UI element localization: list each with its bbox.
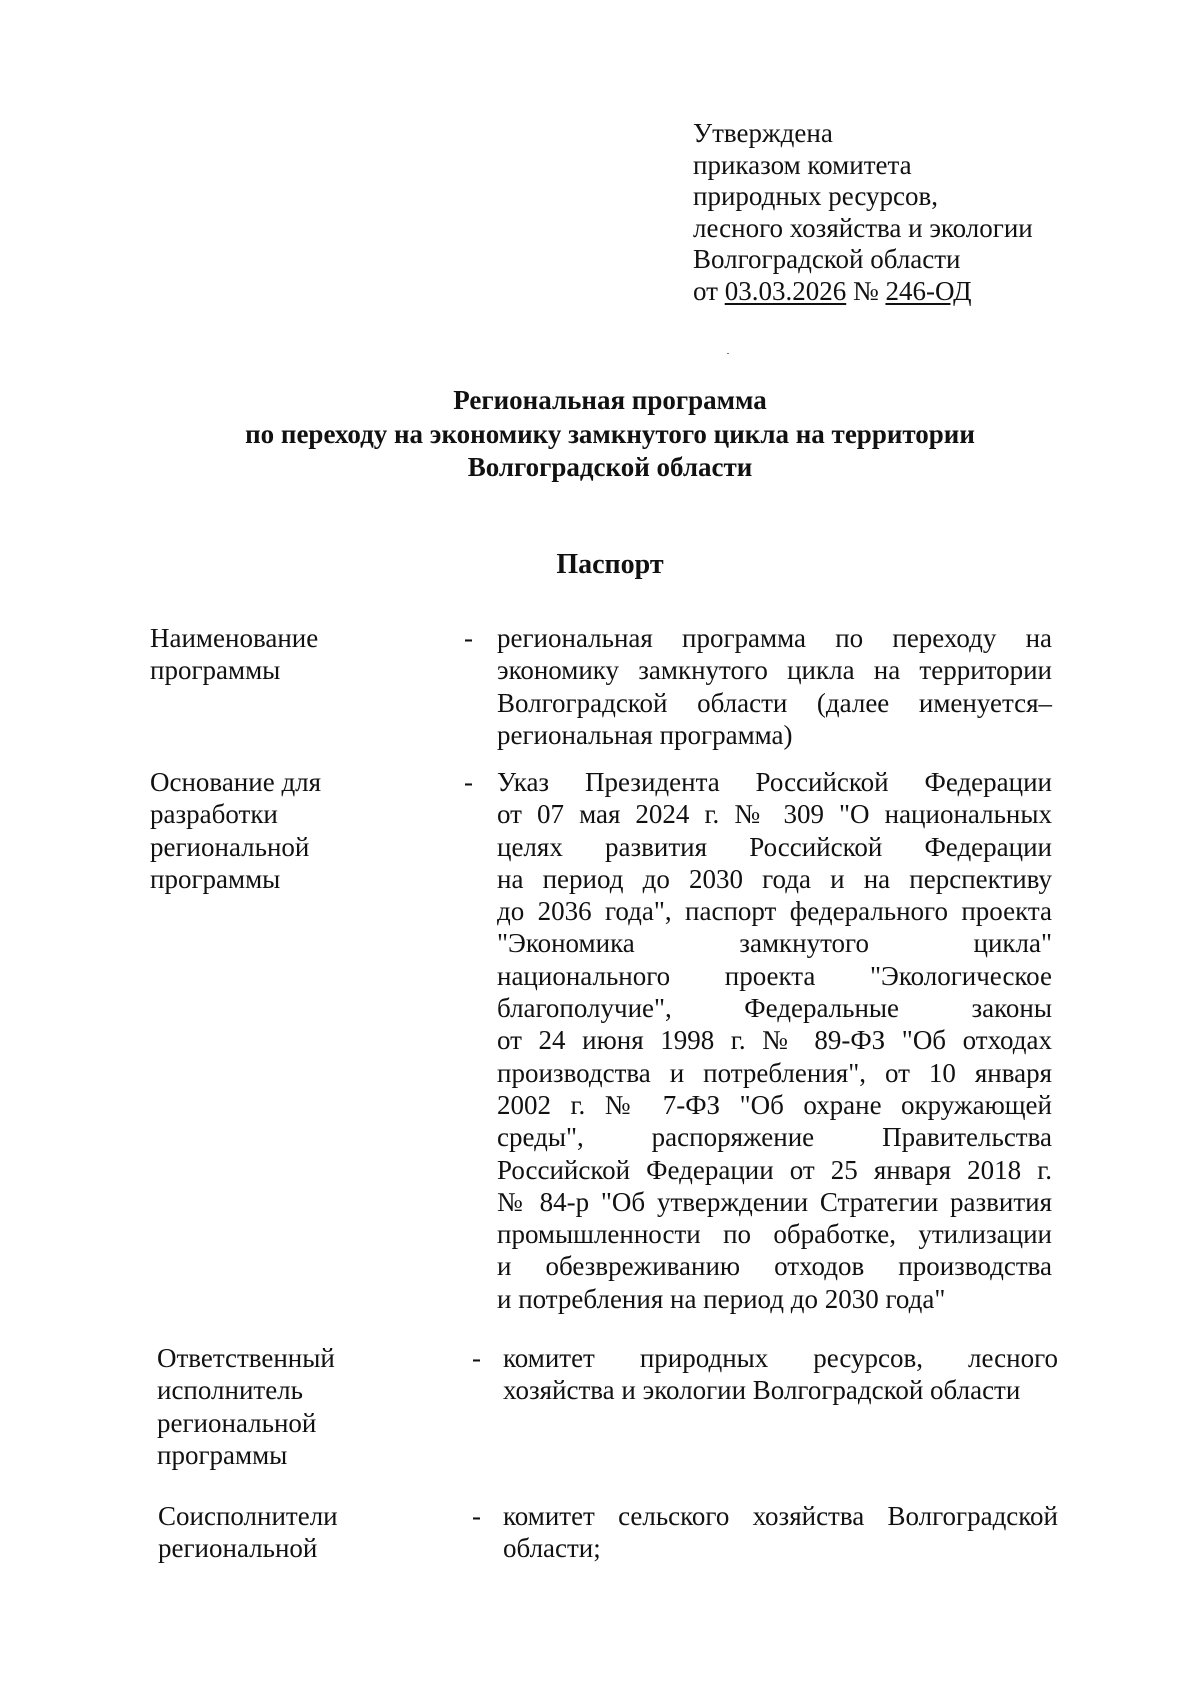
value-line: № 84-р "Об утверждении Стратегии развития — [497, 1186, 1052, 1217]
label-line: Ответственный — [157, 1343, 335, 1373]
value-line: благополучие", Федеральные законы — [497, 993, 1052, 1024]
label-line: программы — [150, 655, 281, 686]
approval-prefix: от — [693, 275, 718, 306]
row-dash: - — [464, 623, 473, 653]
approval-line: лесного хозяйства и экологии — [693, 212, 1033, 243]
approval-line: Утверждена — [693, 118, 833, 148]
label-line: программы — [150, 863, 281, 894]
value-line: Волгоградской области (далее именуется– — [497, 687, 1052, 718]
approval-date: 03.03.2026 — [724, 275, 847, 306]
approval-number-sign: № — [852, 275, 879, 306]
row-label — [150, 622, 450, 687]
scan-speck — [727, 353, 729, 354]
value-line: целях развития Российской Федерации — [497, 831, 1052, 862]
approval-line: приказом комитета — [693, 149, 912, 180]
value-line: на период до 2030 года и на перспективу — [497, 863, 1052, 894]
value-line: области; — [503, 1533, 601, 1564]
value-line: и потребления на период до 2030 года" — [497, 1283, 946, 1314]
value-line: Российской Федерации от 25 января 2018 г. — [497, 1154, 1052, 1185]
value-line: среды", распоряжение Правительства — [497, 1122, 1052, 1153]
row-value — [503, 1500, 1058, 1565]
row-dash: - — [472, 1501, 481, 1531]
value-line: хозяйства и экологии Волгоградской области — [503, 1375, 1021, 1406]
value-line: от 07 мая 2024 г. № 309 "О национальных — [497, 799, 1052, 830]
value-line: 2002 г. № 7-ФЗ "Об охране окружающей — [497, 1089, 1052, 1120]
approval-line: Волгоградской области — [693, 244, 961, 274]
approval-number: 246-ОД — [885, 275, 972, 306]
row-label — [150, 766, 450, 895]
label-line: разработки — [150, 799, 278, 830]
row-value — [497, 622, 1052, 751]
label-line: региональной — [158, 1533, 318, 1564]
label-line: Наименование — [150, 623, 319, 653]
value-line: национального проекта "Экологическое — [497, 960, 1052, 991]
approval-line: природных ресурсов, — [693, 181, 938, 211]
value-line: региональная программа) — [497, 719, 793, 750]
approval-order-line — [693, 276, 1113, 308]
row-value — [503, 1342, 1058, 1407]
title-line: по переходу на экономику замкнутого цикла на территории — [245, 418, 975, 449]
label-line: программы — [157, 1439, 288, 1470]
value-line: производства и потребления", от 10 января — [497, 1057, 1052, 1088]
value-line: комитет природных ресурсов, лесного — [503, 1343, 1058, 1373]
document-title — [150, 384, 1070, 485]
label-line: исполнитель — [157, 1375, 303, 1406]
label-line: региональной — [157, 1407, 317, 1438]
value-line: и обезвреживанию отходов производства — [497, 1251, 1052, 1282]
value-line: региональная программа по переходу на — [497, 623, 1052, 653]
value-line: "Экономика замкнутого цикла" — [497, 928, 1052, 959]
value-line: до 2036 года", паспорт федерального проекта — [497, 896, 1052, 927]
row-label — [158, 1500, 458, 1565]
row-dash: - — [472, 1343, 481, 1373]
section-heading: Паспорт — [556, 549, 664, 580]
value-line: экономику замкнутого цикла на территории — [497, 655, 1052, 686]
title-line: Региональная программа — [453, 385, 767, 415]
approval-block — [693, 118, 1113, 307]
title-line: Волгоградской области — [467, 452, 753, 482]
label-line: Соисполнители — [158, 1501, 338, 1531]
label-line: региональной — [150, 831, 310, 862]
row-value — [497, 766, 1052, 1315]
row-label — [157, 1342, 457, 1471]
value-line: от 24 июня 1998 г. № 89-ФЗ "Об отходах — [497, 1025, 1052, 1056]
value-line: Указ Президента Российской Федерации — [497, 767, 1052, 797]
value-line: комитет сельского хозяйства Волгоградской — [503, 1501, 1058, 1531]
label-line: Основание для — [150, 767, 322, 797]
value-line: промышленности по обработке, утилизации — [497, 1219, 1052, 1250]
row-dash: - — [464, 767, 473, 797]
